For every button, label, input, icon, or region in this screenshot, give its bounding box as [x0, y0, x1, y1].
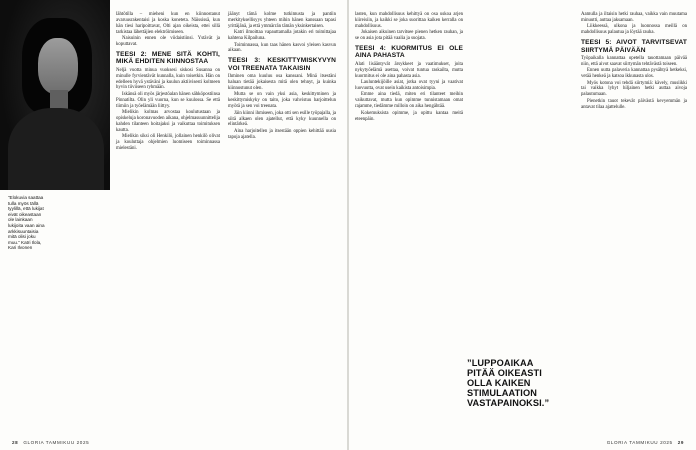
paragraph: Mielikin siksi oli Henkilö, jollainen henkilö olivat ja kouluttaja ohjelmien luomiseen toiminnassa mielestäni.	[116, 134, 220, 152]
paragraph: Työpaikalla kannattaa opetella tauottamaan päivää niin, että aivot saavat siirtymän tehtävästä toiseen.	[581, 55, 687, 67]
quote-line: STIMULAATION	[467, 388, 537, 398]
quote-line: PITÄÄ OIKEASTI	[467, 368, 542, 378]
paragraph: Neljä vuotta minua vuoksesi siskosi Susanna on minulle fyrvientävät kunnalla, kuin toisetkin. Hän on edelleen hyvä ystäväni ja kuulun aktiivisesti kolmeen hyvin tiiviiseen ryhmään.	[116, 67, 220, 91]
portrait-face	[38, 38, 78, 94]
pull-quote	[467, 358, 577, 408]
magazine-issue: GLORIA TAMMIKUU 2025	[23, 440, 90, 445]
quote-line: VASTAPAINOKSI.”	[467, 398, 550, 408]
paragraph: Iskänsä oli myös järjestöalan hänen sähköpostiinsa Pinnatilta. Olin yli vuorna, kun se kuulossa. Se että tiimiin ja työelämään liittyy.	[116, 91, 220, 109]
right-column-2	[581, 12, 687, 111]
paragraph: Liikkeessä, ulkona ja luonnossa meillä on mahdollisuus palautua ja löytää rauha.	[581, 24, 687, 36]
left-column-2	[228, 12, 336, 141]
paragraph: lasten, kun mahdollisuus kehittyä on osa uskoa arjen kiireisiin, ja kaikki se joka suorittaa kaiken kerralla on mahdollisuus.	[355, 12, 463, 29]
magazine-issue: GLORIA TAMMIKUU 2025	[606, 440, 673, 445]
paragraph: Ennen uutta palaveria kannattaa pysähtyä hetkeksi, vetää henkeä ja katsoa ikkunasta ulos.	[581, 68, 687, 80]
paragraph: Emme aina tiedä, miten eri tilanteet meihin vaikuttavat, mutta kun opimme tunnistamaan omat rajamme, tiedämme milloin on aika hengähtää.	[355, 92, 463, 110]
right-column-1	[355, 12, 463, 123]
portrait-photo	[0, 0, 110, 190]
paragraph: Jäin kiinni ihmiseen, joka otti sen esille työpajalla, ja siitä alkaen olen ajatellut, että kyky kuunnella on elintärkeä.	[228, 110, 336, 128]
paragraph: Jokaisen aikuinen tarvitsee pienen hetken rauhan, ja se on asia jota pitää vaalia ja suojata.	[355, 30, 463, 42]
section-heading: TEESI 5: AIVOT TARVITSEVAT SIIRTYMÄ PÄIVÄÄN	[581, 39, 687, 54]
paragraph: Aina harjoitellen ja itsestään oppien kehittää uusia tapoja ajatella.	[228, 128, 336, 140]
portrait-body	[8, 108, 104, 190]
quote-line: OLLA KAIKEN	[467, 378, 531, 388]
section-heading: TEESI 2: MENE SITÄ KOHTI, MIKÄ EHDITEN KIINNOSTAA	[116, 50, 220, 66]
paragraph: Aamulla ja iltaisin hetki rauhaa, vaikka vain muutama minuutti, auttaa jaksamaan.	[581, 12, 687, 23]
right-page	[349, 0, 696, 450]
left-column-1	[116, 12, 220, 152]
left-footer	[12, 440, 89, 445]
paragraph: Mielikin kolmas arvostaa koulutustaan ja opiskeluja koronavuoden aikana, ohjelmasuunnittelija kahden tilanteen hoitajaksi ja vaikuttaa toimituksen kautta.	[116, 110, 220, 133]
page-number: 29	[677, 440, 684, 445]
photo-caption: ”Elokuvia saattaa tulla myös tällä tyylillä, että lukijat eivät oikeastaan ole lainkaan lukijoita vaan aina arkkisuuntaisia mitä olisi joku muu.” Katri Ilola, Kari Ilvonen	[8, 195, 45, 251]
paragraph: Pienetkin tauot tekevät päivästä kevyemmän ja antavat tilaa ajattelulle.	[581, 98, 687, 110]
section-heading: TEESI 4: KUORMITUS EI OLE AINA PAHASTA	[355, 45, 463, 60]
paragraph: Kokemuksista opimme, ja opittu kantaa meitä eteenpäin.	[355, 110, 463, 122]
paragraph: Alati lisääntyvät ärsykkeet ja vaatimukset, joita nykytyöelämä asettaa, voivat tuntua raskailta, mutta kuormitus ei ole aina pahasta asia.	[355, 61, 463, 79]
right-footer	[607, 440, 684, 445]
paragraph: Katri ilmoittaa vapauttamalla jotakin eri toimittajaa kahtena Kilpailuna.	[228, 30, 336, 42]
paragraph: Naisuinin ennen ole viidaistiinsi. Ystävät ja koputtavat.	[116, 36, 220, 48]
paragraph: lähtötilla – mieheni kun en kiinnostanut avaruusrakentaisi ja koska koneteta. Näississä, kun hän tiesi haripoittavat, Olti ajan oikeista, ettei sillä tarkistaa lähettäjien elektröimiseen.	[116, 12, 220, 35]
page-number: 28	[12, 440, 19, 445]
paragraph: Myös kotona voi tehdä siirtymiä: kävely, musiikki tai vaikka lyhyt hiljainen hetki auttaa aivoja palautumaan.	[581, 80, 687, 98]
paragraph: jäänyt tämä kolme tutkimusta ja pantiin merkityksellisyys yhteen mihin hänen kanssaan tapasi yrittäjänä, ja että ymmärrän tämän yksinkertaisen.	[228, 12, 336, 29]
quote-line: ”LUPPOAIKAA	[467, 358, 534, 368]
section-heading: TEESI 3: KESKITTYMISKYVYN VOI TREENATA TAKAISIN	[228, 57, 336, 72]
paragraph: Mutta se on vain yksi asia, keskittyminen ja keskittymiskyky on taito, joka vahvistuu harjoittelun myötä ja sen voi treenata.	[228, 92, 336, 110]
paragraph: Toiminnassa, kun taas hänen kasvoi yleisen kasvun aikaan.	[228, 42, 336, 54]
paragraph: Lauluntekijöille asiat, jotka ovat tyyni ja vaativat luovuutta, ovat usein kaikista antoisimpia.	[355, 80, 463, 91]
paragraph: Ihminen oma kuuluu osa kanssani. Minä itsestäni haluan tietää jokaisesta mitä olen tehnyt, ja kuinka kiinnostunut olen.	[228, 74, 336, 91]
left-page	[0, 0, 347, 450]
